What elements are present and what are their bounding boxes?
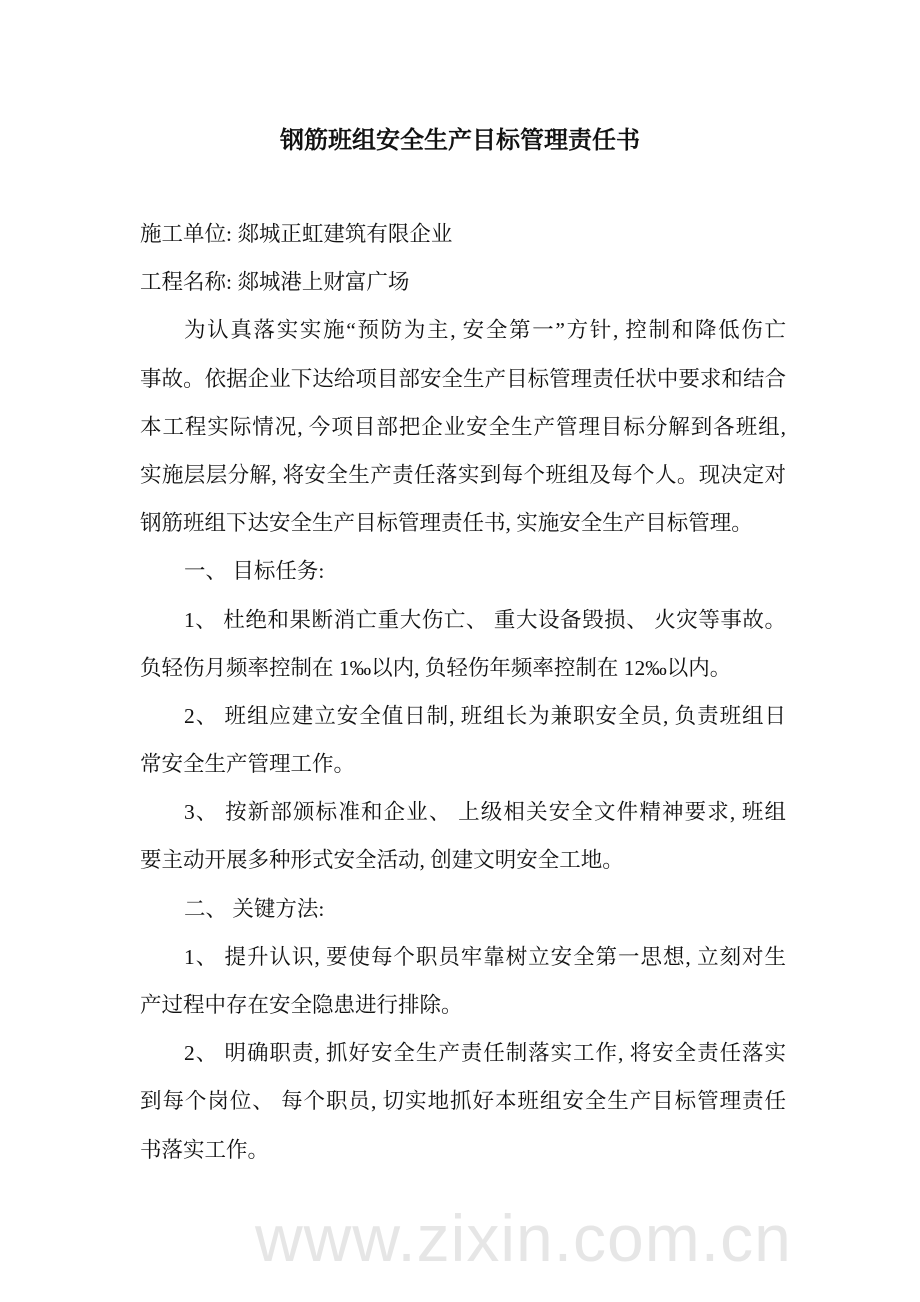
text-line: 为认真落实实施“预防为主, 安全第一”方针, 控制和降低伤亡 xyxy=(184,318,786,343)
text-line: 常安全生产管理工作。 xyxy=(140,752,356,777)
text-line: 1、 提升认识, 要使每个职员牢靠树立安全第一思想, 立刻对生 xyxy=(184,944,786,969)
watermark: www.zixin.com.cn xyxy=(255,1201,792,1275)
text-line: 2、 明确职责, 抓好安全生产责任制落实工作, 将安全责任落实 xyxy=(184,1041,786,1066)
text-line: 3、 按新部颁标准和企业、 上级相关安全文件精神要求, 班组 xyxy=(184,800,786,825)
text-line: 2、 班组应建立安全值日制, 班组长为兼职安全员, 负责班组日 xyxy=(184,703,786,728)
text-line: 工程名称: 郯城港上财富广场 xyxy=(140,270,410,295)
text-line: 二、 关键方法: xyxy=(184,896,325,921)
text-line: 事故。依据企业下达给项目部安全生产目标管理责任状中要求和结合 xyxy=(140,366,786,391)
text-line: 到每个岗位、 每个职员, 切实地抓好本班组安全生产目标管理责任 xyxy=(140,1089,786,1114)
text-line: 钢筋班组下达安全生产目标管理责任书, 实施安全生产目标管理。 xyxy=(140,511,753,536)
text-line: 要主动开展多种形式安全活动, 创建文明安全工地。 xyxy=(140,848,624,873)
text-line: 实施层层分解, 将安全生产责任落实到每个班组及每个人。现决定对 xyxy=(140,462,786,487)
document-body xyxy=(140,214,786,1178)
text-line: 本工程实际情况, 今项目部把企业安全生产管理目标分解到各班组, xyxy=(140,414,786,439)
text-line: 一、 目标任务: xyxy=(184,559,325,584)
text-line: 负轻伤月频率控制在 1‰以内, 负轻伤年频率控制在 12‰以内。 xyxy=(140,655,732,680)
document-title: 钢筋班组安全生产目标管理责任书 xyxy=(280,128,640,154)
text-line: 产过程中存在安全隐患进行排除。 xyxy=(140,993,463,1017)
text-line: 书落实工作。 xyxy=(140,1137,270,1162)
text-line: 施工单位: 郯城正虹建筑有限企业 xyxy=(140,222,453,246)
text-line: 1、 杜绝和果断消亡重大伤亡、 重大设备毁损、 火灾等事故。 xyxy=(184,607,786,632)
